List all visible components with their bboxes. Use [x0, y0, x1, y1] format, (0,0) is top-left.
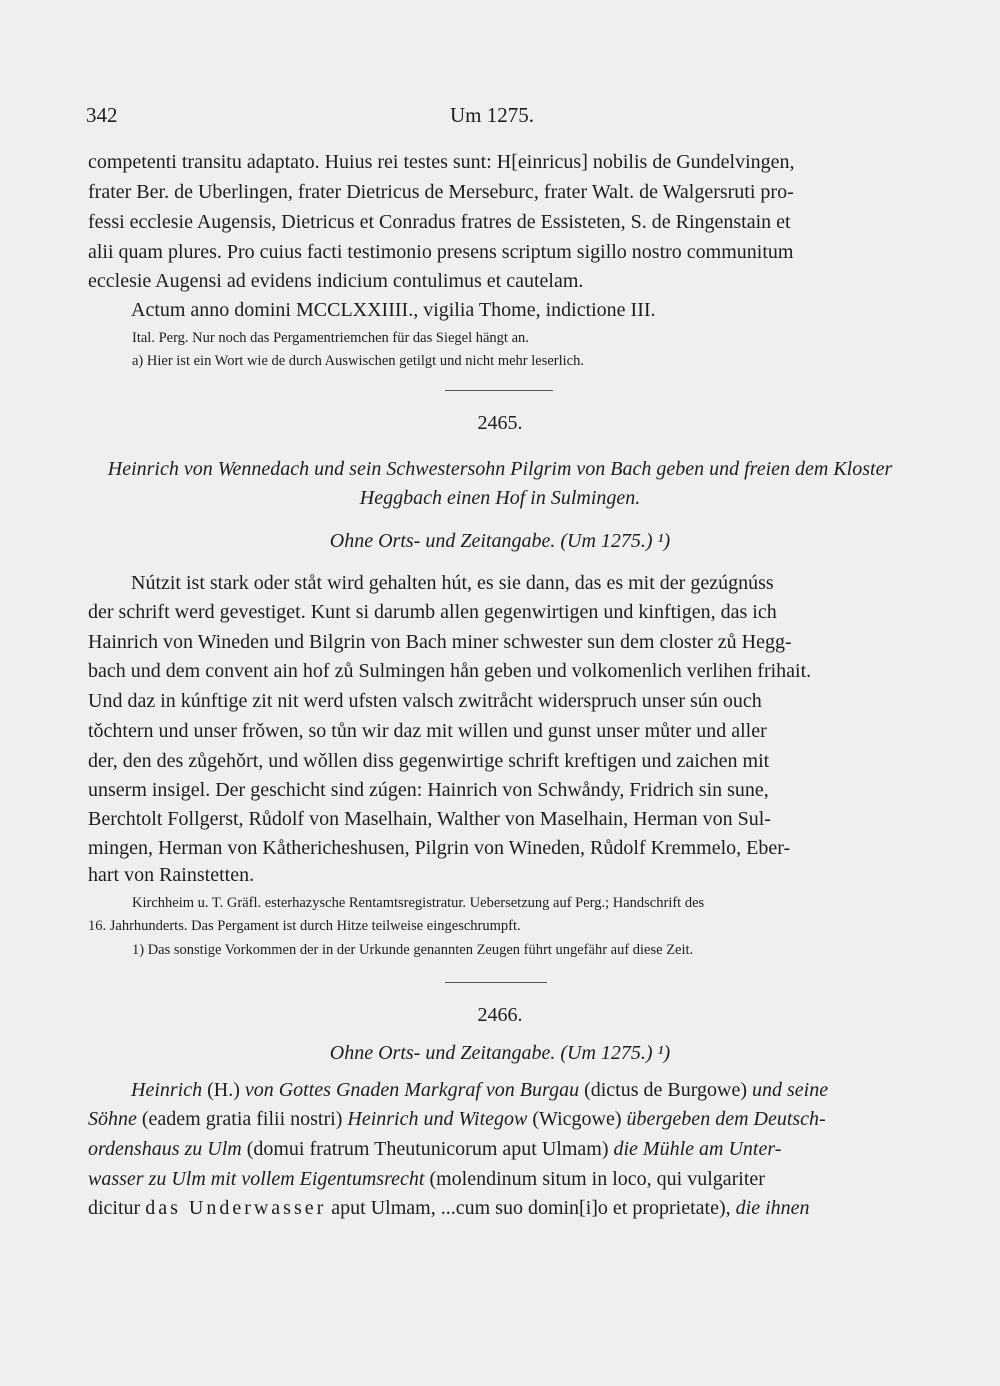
document-number: 2466.	[477, 1004, 523, 1026]
text-line: tǒchtern und unser frǒwen, so tůn wir daz mit willen und gunst unser můter und aller	[88, 720, 767, 742]
text-line: ordenshaus zu Ulm (domui fratrum Theutunicorum aput Ulmam) die Mühle am Unter-	[88, 1138, 782, 1160]
text-line: frater Ber. de Uberlingen, frater Dietricus de Merseburc, frater Walt. de Walgersruti pro-	[88, 181, 794, 203]
text-line: der, den des zůgehǒrt, und wǒllen diss gegenwirtige schrift kreftigen und zaichen mit	[88, 750, 770, 772]
text-line: der schrift werd gevestiget. Kunt si darumb allen gegenwirtigen und kinftigen, das ich	[88, 601, 777, 623]
text-line: ecclesie Augensi ad evidens indicium contulimus et cautelam.	[88, 270, 584, 292]
page-number: 342	[86, 103, 118, 127]
dating-line: Actum anno domini MCCLXXIIII., vigilia Thome, indictione III.	[131, 299, 656, 321]
archive-note: Kirchheim u. T. Gräfl. esterhazysche Rentamtsregistratur. Uebersetzung auf Perg.; Handschrift des	[132, 895, 705, 911]
place-date: Ohne Orts- und Zeitangabe. (Um 1275.) ¹)	[329, 530, 671, 552]
text-line: wasser zu Ulm mit vollem Eigentumsrecht (molendinum situm in loco, qui vulgariter	[88, 1168, 765, 1190]
text-line: Berchtolt Follgerst, Růdolf von Maselhain, Walther von Maselhain, Herman von Sul-	[88, 808, 771, 830]
archive-note: 16. Jahrhunderts. Das Pergament ist durch Hitze teilweise eingeschrumpft.	[88, 918, 521, 934]
text-line: mingen, Herman von Kåthericheshusen, Pilgrin von Wineden, Růdolf Kremmelo, Eber-	[88, 837, 791, 859]
section-divider	[445, 390, 553, 391]
running-title: Um 1275.	[450, 103, 534, 127]
text-line: fessi ecclesie Augensis, Dietricus et Conradus fratres de Essisteten, S. de Ringenstain et	[88, 211, 791, 233]
regest-summary: Heggbach einen Hof in Sulmingen.	[359, 487, 641, 509]
text-line: competenti transitu adaptato. Huius rei testes sunt: H[einricus] nobilis de Gundelvingen,	[88, 151, 795, 173]
footnote: a) Hier ist ein Wort wie de durch Auswischen getilgt und nicht mehr leserlich.	[132, 353, 584, 369]
footnote: 1) Das sonstige Vorkommen der in der Urkunde genannten Zeugen führt ungefähr auf diese Zeit.	[132, 942, 694, 958]
place-date: Ohne Orts- und Zeitangabe. (Um 1275.) ¹)	[329, 1042, 671, 1064]
text-line: alii quam plures. Pro cuius facti testimonio presens scriptum sigillo nostro communitum	[88, 241, 794, 263]
text-line: Heinrich (H.) von Gottes Gnaden Markgraf von Burgau (dictus de Burgowe) und seine	[131, 1079, 829, 1101]
archive-note: Ital. Perg. Nur noch das Pergamentriemchen für das Siegel hängt an.	[132, 330, 529, 346]
text-line: bach und dem convent ain hof zů Sulmingen hån geben und volkomenlich verlihen frihait.	[88, 660, 812, 682]
regest-summary: Heinrich von Wennedach und sein Schwestersohn Pilgrim von Bach geben und freien dem Kloster	[107, 458, 893, 480]
text-line: unserm insigel. Der geschicht sind zúgen: Hainrich von Schwåndy, Fridrich sin sune,	[88, 779, 769, 801]
page-header	[86, 103, 898, 133]
text-line: Hainrich von Wineden und Bilgrin von Bach miner schwester sun dem closter zů Hegg-	[88, 631, 792, 653]
text-line: Und daz in kúnftige zit nit werd ufsten valsch zwitråcht widerspruch unser sún ouch	[88, 690, 762, 712]
document-number: 2465.	[477, 412, 523, 434]
section-divider	[445, 982, 547, 983]
text-line: dicitur das Underwasser aput Ulmam, ...cum suo domin[i]o et proprietate), die ihnen	[88, 1197, 810, 1219]
text-line: Nútzit ist stark oder ståt wird gehalten hút, es sie dann, das es mit der gezúgnúss	[131, 572, 774, 594]
text-line: hart von Rainstetten.	[88, 864, 255, 886]
text-line: Söhne (eadem gratia filii nostri) Heinrich und Witegow (Wicgowe) übergeben dem Deutsch-	[88, 1108, 826, 1130]
